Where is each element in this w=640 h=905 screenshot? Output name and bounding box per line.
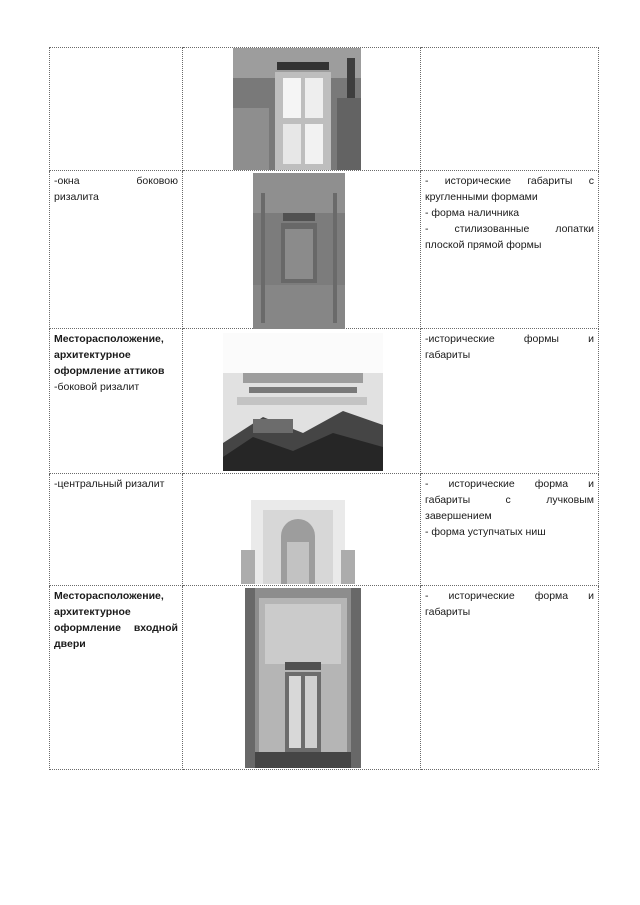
heritage-elements-table: [49, 47, 599, 770]
description-line: - стилизованные лопатки: [425, 223, 594, 235]
photo-cell: [183, 586, 421, 770]
label-line: ризалита: [54, 191, 99, 203]
label-line: Месторасположение,: [54, 590, 164, 602]
central-risalit-photo: [241, 480, 355, 584]
description-cell: [421, 474, 599, 586]
table-row: [50, 171, 599, 329]
description-cell: [421, 329, 599, 474]
description-line: - исторические форма и: [425, 590, 594, 602]
description-line: габариты: [425, 349, 471, 361]
label-line: -окна боковою: [54, 175, 178, 187]
description-cell: [421, 48, 599, 171]
description-line: плоской прямой формы: [425, 239, 542, 251]
label-line: архитектурное: [54, 606, 131, 618]
label-line: двери: [54, 638, 86, 650]
photo-cell: [183, 474, 421, 586]
label-line: архитектурное: [54, 349, 131, 361]
table-row: [50, 48, 599, 171]
element-label-cell: [50, 474, 183, 586]
label-line: оформление аттиков: [54, 365, 165, 377]
description-line: кругленными формами: [425, 191, 538, 203]
photo-cell: [183, 329, 421, 474]
label-line: оформление входной: [54, 622, 178, 634]
photo-cell: [183, 48, 421, 171]
description-line: - исторические габариты с: [425, 175, 594, 187]
description-cell: [421, 171, 599, 329]
label-line: -центральный ризалит: [54, 478, 165, 490]
facade-window-photo: [233, 48, 361, 170]
description-line: - исторические форма и: [425, 478, 594, 490]
description-line: - форма наличника: [425, 207, 520, 219]
label-line: Месторасположение,: [54, 333, 164, 345]
description-line: габариты с лучковым: [425, 494, 594, 506]
attic-photo: [223, 333, 383, 471]
label-line: -боковой ризалит: [54, 381, 140, 393]
element-label-cell: [50, 171, 183, 329]
table-row: [50, 586, 599, 770]
element-label-cell: [50, 329, 183, 474]
table-row: [50, 329, 599, 474]
side-risalit-window-photo: [253, 173, 345, 329]
entrance-door-photo: [245, 588, 361, 768]
description-cell: [421, 586, 599, 770]
description-line: завершением: [425, 510, 492, 522]
description-line: - форма уступчатых ниш: [425, 526, 546, 538]
photo-cell: [183, 171, 421, 329]
element-label-cell: [50, 48, 183, 171]
table-row: [50, 474, 599, 586]
element-label-cell: [50, 586, 183, 770]
description-line: -исторические формы и: [425, 333, 594, 345]
description-line: габариты: [425, 606, 471, 618]
